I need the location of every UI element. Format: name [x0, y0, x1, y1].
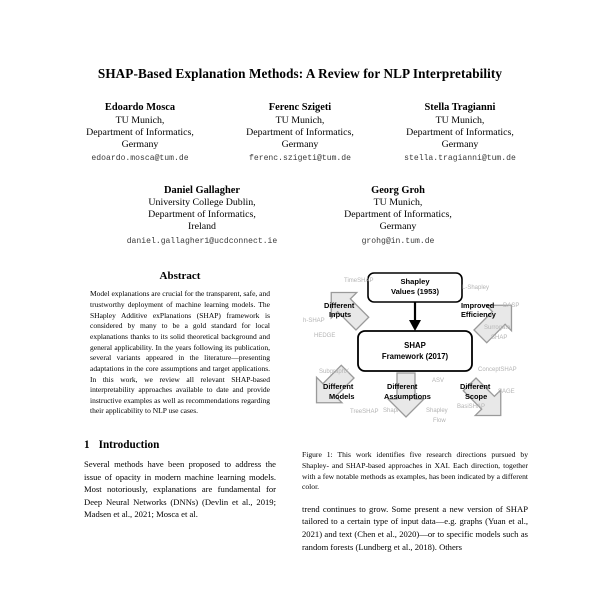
method-timeshap: TimeSHAP	[344, 278, 374, 285]
author-affiliation-line: Department of Informatics,	[406, 126, 514, 138]
author-affiliation-line: University College Dublin,	[148, 197, 256, 209]
research-directions-diagram	[302, 270, 528, 446]
label-different-assumptions	[384, 382, 431, 401]
different-inputs-line-1: Different	[324, 301, 355, 311]
method-h-shap: h-SHAP	[303, 318, 325, 325]
author-affiliation-line: TU Munich,	[115, 114, 165, 126]
author-edoardo-mosca	[60, 102, 220, 164]
method-l-shapley: L-Shapley	[462, 285, 490, 292]
figure-1-diagram	[302, 270, 528, 446]
author-email[interactable]: ferenc.szigeti@tum.de	[249, 153, 351, 163]
method-shapr: Shapr	[383, 408, 400, 415]
section-title: Introduction	[98, 439, 160, 452]
author-affiliation-line: Department of Informatics,	[246, 126, 354, 138]
author-name: Ferenc Szigeti	[268, 101, 332, 113]
author-stella-tragianni	[380, 102, 540, 164]
shapley-box-line-1: Shapley	[400, 277, 430, 287]
introduction-text: Several methods have been proposed to address the issue of opacity in modern machine learning models. Most notoriously, explanations are fundamental for Deep Neural Networks (DNNs) (Devlin et al., 2019; Madsen et al., 2021; Mosca et al.	[84, 459, 276, 520]
left-column	[84, 270, 276, 561]
author-row-1	[52, 102, 548, 164]
method-surrogate-shap-line-2: SHAP	[491, 335, 508, 342]
author-email[interactable]: daniel.gallagher1@ucdconnect.ie	[126, 236, 278, 246]
abstract-heading: Abstract	[159, 270, 201, 283]
method-surrogate-shap-line-1: Surrogate	[484, 325, 511, 332]
shap-box-line-1: SHAP	[404, 341, 426, 351]
author-daniel-gallagher	[104, 185, 300, 247]
author-georg-groh	[300, 185, 496, 247]
label-different-inputs	[324, 301, 355, 319]
author-ferenc-szigeti	[220, 102, 380, 164]
improved-efficiency-line-1: Improved	[461, 301, 495, 311]
author-affiliation-line: Germany	[281, 138, 319, 150]
introduction-heading	[84, 439, 276, 451]
method-sage: SAGE	[498, 389, 515, 396]
label-improved-efficiency	[461, 301, 497, 319]
author-name: Edoardo Mosca	[104, 101, 176, 113]
shap-framework-box	[358, 331, 472, 371]
different-models-line-2: Models	[329, 392, 355, 402]
author-affiliation-line: Ireland	[188, 221, 216, 233]
method-treeshap: TreeSHAP	[350, 409, 379, 416]
author-affiliation-line: TU Munich,	[275, 114, 325, 126]
different-scope-line-1: Different	[460, 382, 491, 392]
author-email[interactable]: stella.tragianni@tum.de	[404, 153, 516, 163]
improved-efficiency-line-2: Efficiency	[461, 310, 496, 320]
right-column-text: trend continues to grow. Some present a new version of SHAP tailored to a certain type of input data—e.g. graphs (Yuan et al., 2021) and text (Chen et al., 2020)—or to specific models such as random forests (Lundberg et al., 2018). Others	[302, 503, 528, 552]
different-models-line-1: Different	[323, 382, 354, 392]
method-shapley-flow-line-1: Shapley	[426, 408, 448, 415]
method-basishap: BasiSHAP	[457, 404, 486, 411]
right-column	[302, 270, 528, 561]
method-shapley-flow-line-2: Flow	[433, 418, 446, 425]
author-affiliation-line: Germany	[441, 138, 479, 150]
author-name: Georg Groh	[371, 184, 425, 196]
method-asv: ASV	[432, 378, 445, 385]
shapley-box-line-2: Values (1953)	[390, 287, 440, 297]
author-name: Daniel Gallagher	[164, 184, 240, 196]
figure-1-caption: Figure 1: This work identifies five research directions pursued by Shapley- and SHAP-based approaches in XAI. Each direction, together with a few notable methods as examples, has been indicated by a different color.	[302, 450, 528, 492]
different-inputs-line-2: Inputs	[329, 310, 352, 320]
different-scope-line-2: Scope	[465, 392, 488, 402]
method-hedge: HEDGE	[314, 333, 336, 340]
method-dasp: DASP	[503, 303, 520, 310]
two-column-body	[0, 270, 600, 561]
section-number: 1	[84, 439, 90, 452]
author-email[interactable]: edoardo.mosca@tum.de	[91, 153, 189, 163]
author-row-2	[52, 185, 548, 247]
label-different-scope	[460, 382, 491, 401]
author-affiliation-line: Department of Informatics,	[86, 126, 194, 138]
shapley-values-box	[368, 273, 462, 302]
author-affiliation-line: TU Munich,	[435, 114, 485, 126]
abstract-text: Model explanations are crucial for the transparent, safe, and trustworthy deployment of machine learning models. The SHapley Additive exPlanations (SHAP) framework is considered by many to be a gold standard for local explanations thanks to its solid theoretical background and general applicability. In the years following its publication, several variants appeared in the literature—presenting adaptations in the core assumptions and target applications. In this work, we review all relevant SHAP-based interpretability approaches available to date and provide instructive examples as well as recommendations regarding their applicability to NLP use cases.	[90, 289, 270, 416]
author-affiliation-line: Department of Informatics,	[344, 209, 452, 221]
author-affiliation-line: Germany	[121, 138, 159, 150]
author-block	[0, 102, 600, 247]
page-title: SHAP-Based Explanation Methods: A Review for NLP Interpretability	[97, 66, 503, 81]
method-conceptshap: ConceptSHAP	[478, 367, 517, 374]
author-affiliation-line: Department of Informatics,	[148, 209, 256, 221]
author-email[interactable]: grohg@in.tum.de	[361, 236, 435, 246]
author-affiliation-line: Germany	[379, 221, 417, 233]
author-name: Stella Tragianni	[424, 101, 496, 113]
different-assumptions-line-1: Different	[387, 382, 418, 392]
shap-box-line-2: Framework (2017)	[381, 352, 449, 362]
author-affiliation-line: TU Munich,	[373, 197, 423, 209]
method-subgraphx: SubgraphX	[319, 369, 350, 376]
different-assumptions-line-2: Assumptions	[384, 392, 431, 402]
connector-arrow	[409, 302, 421, 331]
